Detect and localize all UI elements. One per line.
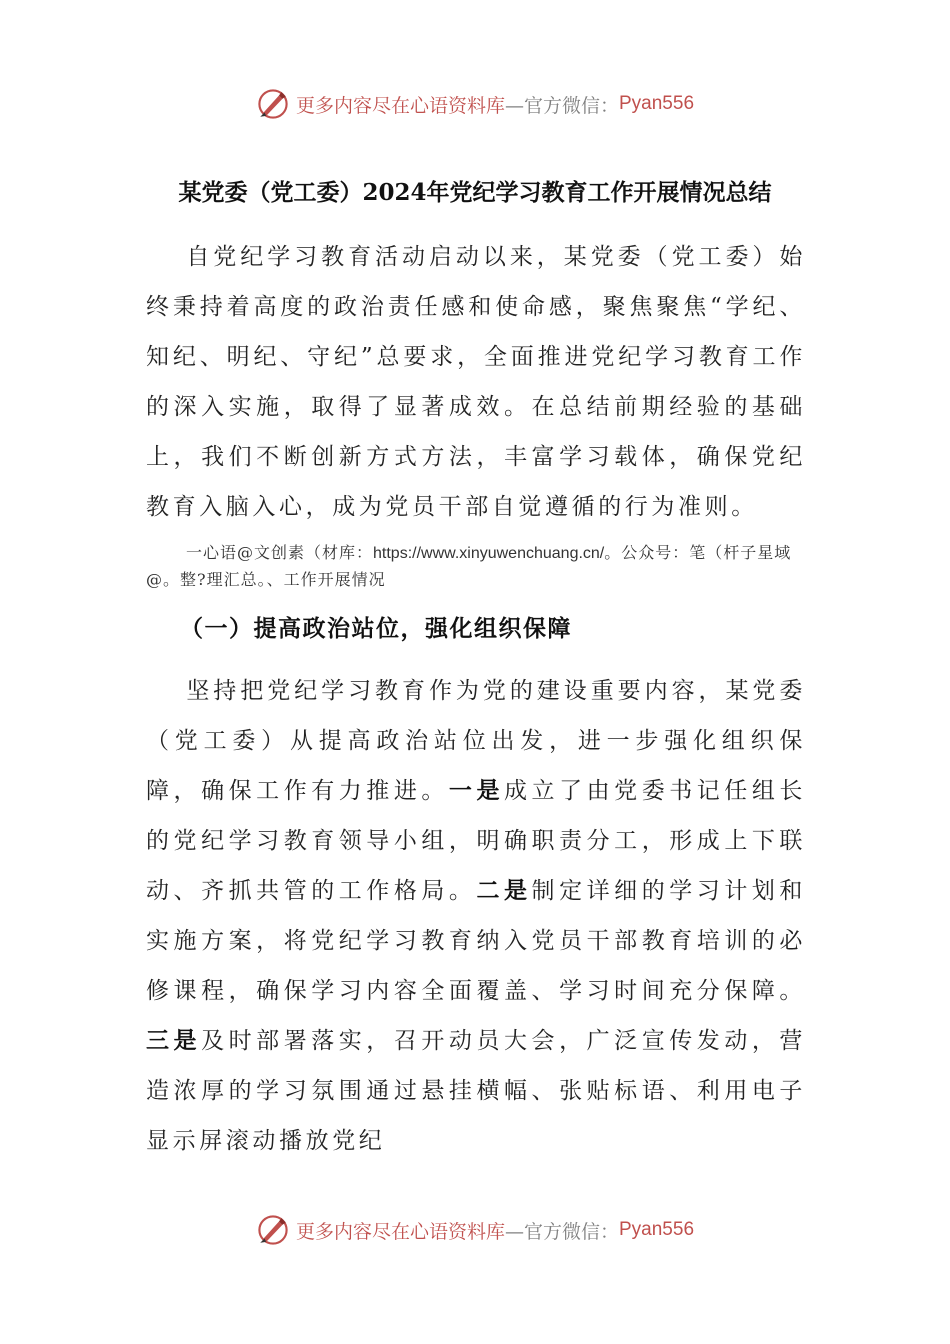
source-note (146, 540, 806, 593)
section-1-bold-1: 一是 (448, 777, 504, 804)
source-note-suffix: 。公众号：笔（杆子星域@。整?理汇总。、工作开展情况 (146, 543, 792, 589)
section-1-paragraph (146, 666, 806, 1166)
pen-logo-icon (256, 87, 290, 121)
document-title: 某党委（党工委）2024年党纪学习教育工作开展情况总结 (178, 179, 772, 206)
section-1-text-c: 制定详细的学习计划和实施方案，将党纪学习教育纳入党员干部教育培训的必修课程，确保学习内容全面覆盖、学习时间充分保障。 (146, 878, 806, 1004)
source-note-url: https://www.xinyuwenchuang.cn/ (373, 545, 605, 562)
pen-logo-icon (256, 1213, 290, 1247)
banner-wechat-id: Pyan556 (619, 93, 695, 114)
intro-paragraph (146, 232, 806, 532)
header-banner (0, 84, 950, 124)
footer-banner (0, 1210, 950, 1250)
section-1-bold-3: 三是 (146, 1027, 202, 1054)
banner-wechat-id: Pyan556 (619, 1219, 695, 1240)
source-note-prefix: 一心语@文创素（材库： (186, 543, 374, 562)
banner-text-main: 更多内容尽在心语资料库 (295, 1220, 505, 1243)
section-1-text-d: 及时部署落实，召开动员大会，广泛宣传发动，营造浓厚的学习氛围通过悬挂横幅、张贴标语、利用电子显示屏滚动播放党纪 (146, 1028, 806, 1154)
banner-text-wechat: —官方微信： (504, 94, 619, 117)
section-1-heading: （一）提高政治站位，强化组织保障 (180, 615, 572, 642)
section-1-bold-2: 二是 (476, 877, 532, 904)
section-1-text-b: 成立了由党委书记任组长的党纪学习教育领导小组，明确职责分工，形成上下联动、齐抓共管的工作格局。 (146, 778, 806, 904)
banner-text-main: 更多内容尽在心语资料库 (295, 94, 505, 117)
section-1-text-a: 坚持把党纪学习教育作为党的建设重要内容，某党委（党工委）从提高政治站位出发，进一步强化组织保障，确保工作有力推进。 (146, 678, 806, 804)
intro-paragraph-text: 自党纪学习教育活动启动以来，某党委（党工委）始终秉持着高度的政治责任感和使命感，聚焦聚焦“学纪、知纪、明纪、守纪”总要求，全面推进党纪学习教育工作的深入实施，取得了显著成效。在总结前期经验的基础上，我们不断创新方式方法，丰富学习载体，确保党纪教育入脑入心，成为党员干部自觉遵循的行为准则。 (146, 244, 806, 520)
banner-text-wechat: —官方微信： (504, 1220, 619, 1243)
